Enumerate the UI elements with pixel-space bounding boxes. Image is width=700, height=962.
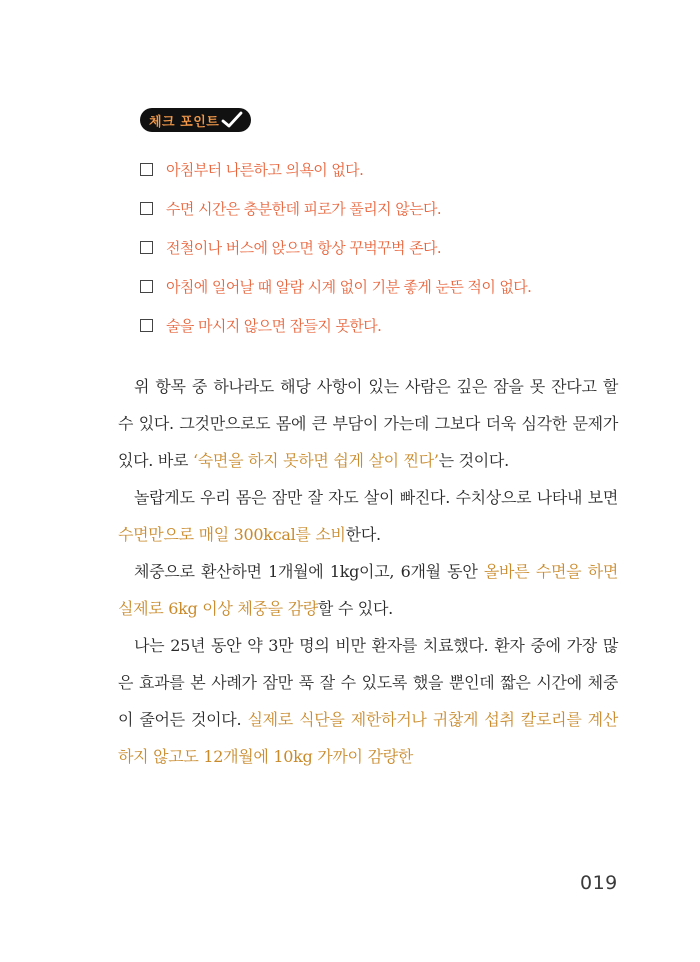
checklist-item: [140, 267, 531, 306]
paragraph-2-highlight: 수면만으로 매일 300kcal를 소비: [118, 525, 346, 544]
checklist-item: [140, 228, 531, 267]
checklist-item-text: 수면 시간은 충분한데 피로가 풀리지 않는다.: [166, 200, 442, 218]
paragraph-3-highlight: 올바른 수면을 하면 실제로 6kg 이상 체중을 감량: [118, 562, 618, 618]
body-text: [118, 368, 618, 775]
checklist-item: [140, 150, 531, 189]
paragraph-2-text: 놀랍게도 우리 몸은 잠만 잘 자도 살이 빠진다. 수치상으로 나타내 보면: [134, 488, 618, 507]
checkpoint-badge: [140, 108, 251, 132]
paragraph-2: [118, 479, 618, 553]
paragraph-3: [118, 553, 618, 627]
checkpoint-list: [140, 150, 531, 345]
checkbox-icon: [140, 202, 153, 215]
checkmark-icon: [221, 111, 243, 129]
checklist-item-text: 아침에 일어날 때 알람 시계 없이 기분 좋게 눈뜬 적이 없다.: [166, 278, 532, 296]
paragraph-1-tail: 는 것이다.: [438, 451, 509, 470]
paragraph-3-text: 체중으로 환산하면 1개월에 1kg이고, 6개월 동안: [134, 562, 484, 581]
checklist-item-text: 전철이나 버스에 앉으면 항상 꾸벅꾸벅 존다.: [166, 239, 442, 257]
paragraph-1: [118, 368, 618, 479]
paragraph-3-tail: 할 수 있다.: [317, 599, 393, 618]
paragraph-1-highlight: ‘숙면을 하지 못하면 쉽게 살이 찐다’: [192, 451, 439, 470]
checkbox-icon: [140, 163, 153, 176]
paragraph-4-text: 나는 25년 동안 약 3만 명의 비만 환자를 치료했다. 환자 중에 가장 많은 효과를 본 사례가 잠만 푹 잘 수 있도록 했을 뿐인데 짧은 시간에 체중이 줄어든 것이다.: [118, 636, 618, 729]
checkbox-icon: [140, 241, 153, 254]
checklist-item-text: 술을 마시지 않으면 잠들지 못한다.: [166, 317, 382, 335]
checkpoint-label: 체크 포인트: [149, 114, 220, 130]
checkbox-icon: [140, 280, 153, 293]
checklist-item-text: 아침부터 나른하고 의욕이 없다.: [166, 161, 364, 179]
paragraph-1-text: 위 항목 중 하나라도 해당 사항이 있는 사람은 깊은 잠을 못 잔다고 할 수 있다. 그것만으로도 몸에 큰 부담이 가는데 그보다 더욱 심각한 문제가 있다. 바로: [118, 377, 618, 470]
checkbox-icon: [140, 319, 153, 332]
paragraph-4: [118, 627, 618, 775]
paragraph-2-tail: 한다.: [345, 525, 381, 544]
checklist-item: [140, 306, 531, 345]
page-number: 019: [580, 872, 618, 894]
checklist-item: [140, 189, 531, 228]
paragraph-4-highlight: 실제로 식단을 제한하거나 귀찮게 섭취 칼로리를 계산하지 않고도 12개월에 10kg 가까이 감량한: [118, 710, 618, 766]
